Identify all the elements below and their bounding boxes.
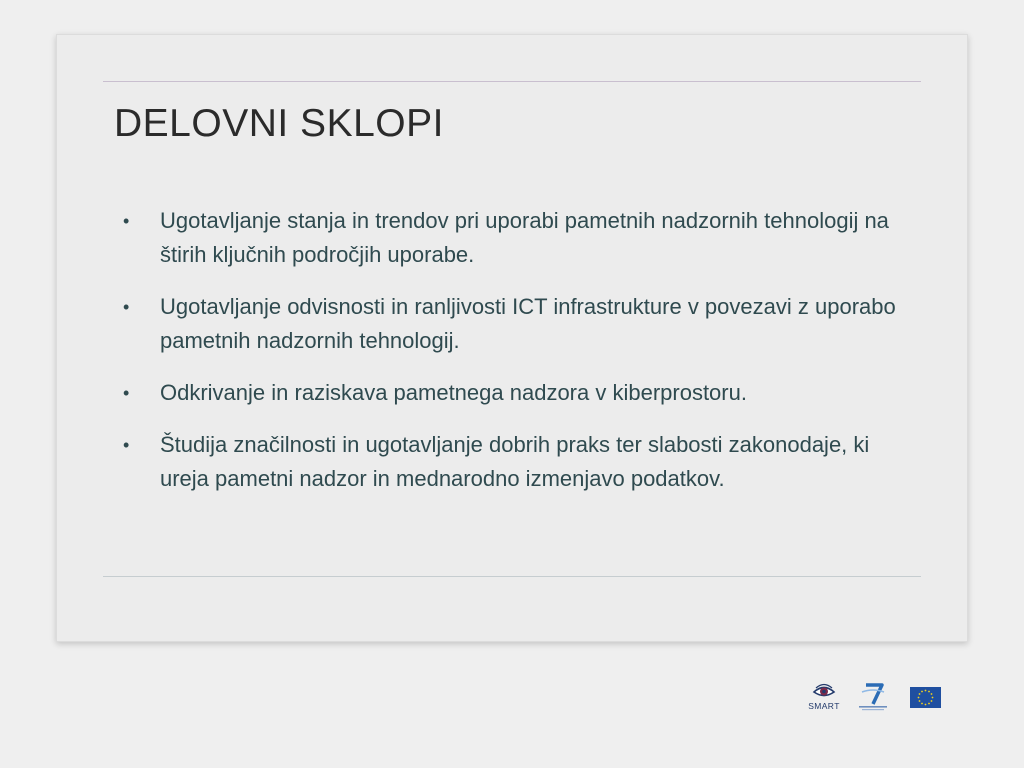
top-divider (103, 81, 921, 82)
bullet-item (123, 428, 913, 496)
eye-icon (804, 682, 844, 702)
bullet-text: Odkrivanje in raziskava pametnega nadzora v kiberprostoru. (160, 380, 747, 405)
slide-card (56, 34, 968, 642)
bullet-list (123, 204, 913, 514)
slide-title: DELOVNI SKLOPI (114, 102, 444, 145)
fp7-seven-icon (857, 682, 889, 712)
eu-flag-logo (910, 687, 941, 708)
bullet-item (123, 290, 913, 358)
bullet-glyph: • (123, 297, 130, 317)
fp7-logo (857, 682, 889, 712)
bullet-item (123, 376, 913, 410)
bullet-glyph: • (123, 435, 130, 455)
bullet-text: Študija značilnosti in ugotavljanje dobrih praks ter slabosti zakonodaje, ki ureja pametni nadzor in mednarodno izmenjavo podatkov. (160, 432, 870, 491)
bullet-glyph: • (123, 211, 130, 231)
bullet-text: Ugotavljanje stanja in trendov pri uporabi pametnih nadzornih tehnologij na štirih ključnih področjih uporabe. (160, 208, 889, 267)
bullet-glyph: • (123, 383, 130, 403)
bottom-divider (103, 576, 921, 577)
bullet-text: Ugotavljanje odvisnosti in ranljivosti ICT infrastrukture v povezavi z uporabo pametnih nadzornih tehnologij. (160, 294, 896, 353)
bullet-item (123, 204, 913, 272)
smart-logo (804, 682, 844, 712)
eu-flag-icon (910, 687, 941, 708)
smart-logo-text: SMART (808, 701, 840, 711)
